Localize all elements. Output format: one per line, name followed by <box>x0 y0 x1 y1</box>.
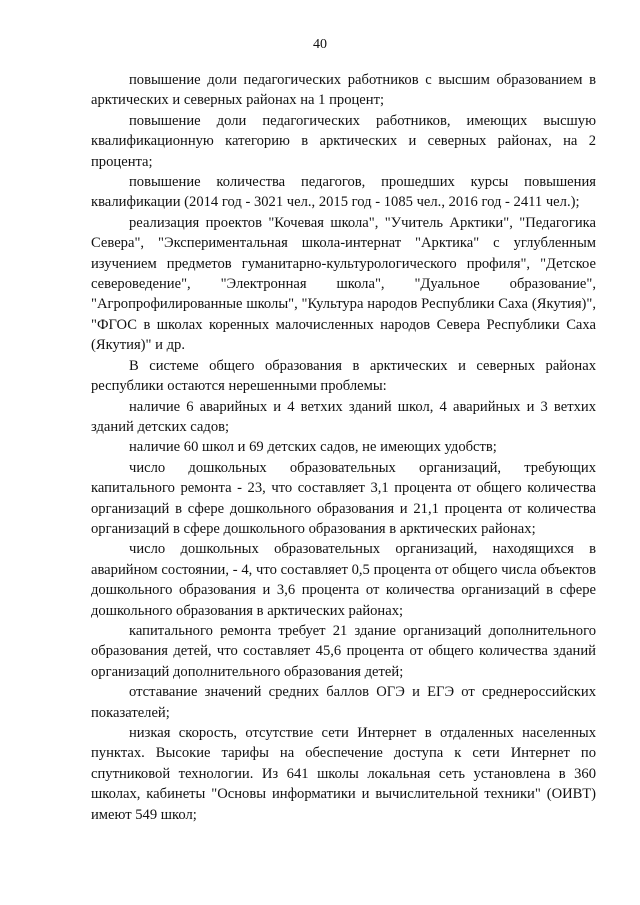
document-body <box>91 70 596 825</box>
paragraph-teacher-higher-education: повышение доли педагогических работников с высшим образованием в арктических и северных районах на 1 процент; <box>91 72 596 109</box>
paragraph-exam-scores-lag: отставание значений средних баллов ОГЭ и ЕГЭ от среднероссийских показателей; <box>91 684 596 721</box>
paragraph-unresolved-problems-intro: В системе общего образования в арктических и северных районах республики остаются нерешенными проблемы: <box>91 357 596 395</box>
paragraph-no-amenities: наличие 60 школ и 69 детских садов, не имеющих удобств; <box>129 439 497 456</box>
paragraph-preschool-emergency: число дошкольных образовательных организаций, находящихся в аварийном состоянии, - 4, что составляет 0,5 процента от общего числа объектов дошкольного образования и 3,6 процента от количества организаций в сфере дошкольного образования в арктических районах; <box>91 541 596 619</box>
paragraph-preschool-repair: число дошкольных образовательных организаций, требующих капитального ремонта - 23, что составляет 3,1 процента от общего количества организаций в сфере дошкольного образования и 21,1 процента от количества организаций в сфере дошкольного образования в арктических районах; <box>91 459 596 537</box>
paragraph-internet-access: низкая скорость, отсутствие сети Интернет в отдаленных населенных пунктах. Высокие тарифы на обеспечение доступа к сети Интернет по спутниковой технологии. Из 641 школы локальная сеть установлена в 360 школах, кабинеты "Основы информатики и вычислительной техники" (ОИВТ) имеют 549 школ; <box>91 725 596 823</box>
paragraph-teacher-qualification-category: повышение доли педагогических работников, имеющих высшую квалификационную категорию в арктических и северных районах, на 2 процента; <box>91 112 596 170</box>
paragraph-emergency-buildings: наличие 6 аварийных и 4 ветхих зданий школ, 4 аварийных и 3 ветхих зданий детских садов; <box>91 398 596 435</box>
paragraph-projects-list: реализация проектов "Кочевая школа", "Учитель Арктики", "Педагогика Севера", "Экспериментальная школа-интернат "Арктика" с углубленным изучением предметов гуманитарно-культурологического профиля", "Детское североведение", "Электронная школа", "Дуальное образование", "Агропрофилированные школы", "Культура народов Республики Саха (Якутия)", "ФГОС в школах коренных малочисленных народов Севера Республики Саха (Якутия)" и др. <box>91 214 596 354</box>
paragraph-teacher-training-courses: повышение количества педагогов, прошедших курсы повышения квалификации (2014 год - 3021 чел., 2015 год - 1085 чел., 2016 год - 2411 чел.); <box>91 174 596 211</box>
paragraph-additional-education-repair: капитального ремонта требует 21 здание организаций дополнительного образования детей, что составляет 45,6 процента от общего количества зданий организаций дополнительного образования детей; <box>91 622 596 680</box>
page-number: 40 <box>313 37 327 52</box>
